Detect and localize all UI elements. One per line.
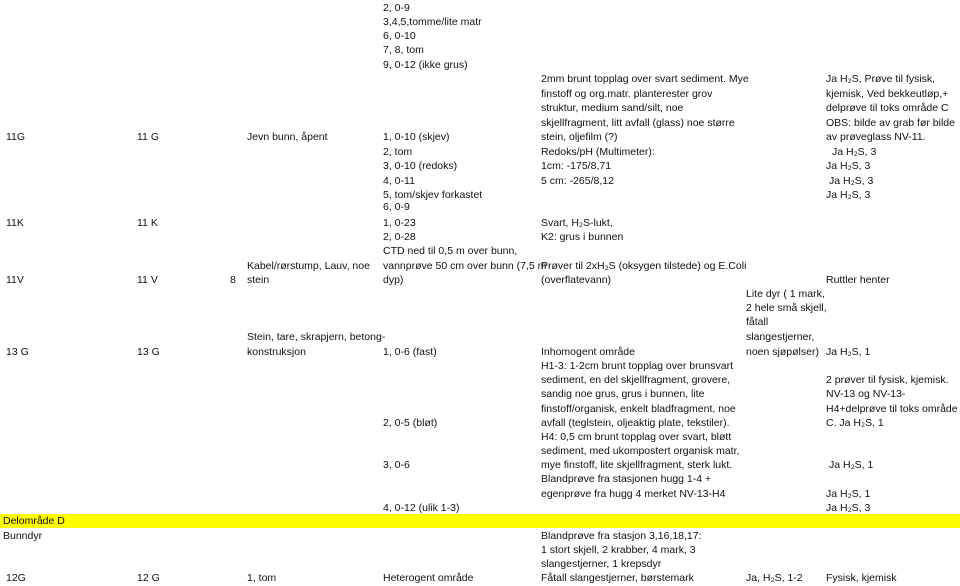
sample-entry: 1, 0-6 (fast) — [383, 346, 437, 358]
remark-entry: Ja H₂S, 1 — [829, 459, 874, 471]
note-entry: Prøver til 2xH₂S (oksygen tilstede) og E.Coli — [541, 260, 747, 272]
note-entry: Blandprøve fra stasjon 3,16,18,17: — [541, 530, 702, 542]
section-label: Bunndyr — [3, 530, 43, 542]
sample-entry: 1, 0-10 (skjev) — [383, 131, 450, 143]
fauna-note: fåtall — [746, 316, 769, 328]
remark-entry: H4+delprøve til toks område — [826, 403, 958, 415]
fauna-note: 2 hele små skjell, — [746, 302, 827, 314]
section-heading: Delområde D — [3, 515, 65, 527]
bottom-description: Kabel/rørstump, Lauv, noe — [247, 260, 370, 272]
note-entry: Blandprøve fra stasjonen hugg 1-4 + — [541, 473, 712, 485]
station-id: 13 G — [6, 346, 29, 358]
bottom-description: stein — [247, 274, 270, 286]
note-11g: skjellfragment, litt avfall (glass) noe større — [541, 117, 735, 129]
sample-entry: 1, 0-23 — [383, 217, 416, 229]
top-sample-line: 2, 0-9 — [383, 2, 410, 14]
note-11g: stein, oljefilm (?) — [541, 131, 618, 143]
station-code: 13 G — [137, 346, 160, 358]
fauna-note: noen sjøpølser) — [746, 346, 819, 358]
note-entry: finstoff/organisk, enkelt bladfragment, noe — [541, 403, 736, 415]
sample-entry: 6, 0-9 — [383, 201, 410, 213]
remark-entry: Ja H₂S, 3 — [826, 160, 871, 172]
h2s-entry: Ja, H₂S, 1-2 — [746, 572, 803, 584]
sample-entry: 1, tom — [247, 572, 277, 584]
remark-entry: C. Ja H₂S, 1 — [826, 417, 884, 429]
sample-entry: CTD ned til 0,5 m over bunn, — [383, 245, 518, 257]
remark-11g: kjemisk, Ved bekkeutløp,+ — [826, 88, 949, 100]
remark-entry: NV-13 og NV-13- — [826, 388, 906, 400]
note-11g: 2mm brunt topplag over svart sediment. Mye — [541, 73, 749, 85]
bottom-description: konstruksjon — [247, 346, 306, 358]
note-entry: H4: 0,5 cm brunt topplag over svart, bløtt — [541, 431, 732, 443]
note-entry: Inhomogent område — [541, 346, 635, 358]
remark-11g: delprøve til toks område C — [826, 102, 949, 114]
bottom-description: Heterogent område — [383, 572, 474, 584]
note-entry: sediment, en del skjellfragment, grovere, — [541, 374, 731, 386]
note-entry: 5 cm: -265/8,12 — [541, 175, 614, 187]
note-11g: struktur, medium sand/silt, noe — [541, 102, 684, 114]
sample-entry: 3, 0-6 — [383, 459, 410, 471]
top-sample-line: 7, 8, tom — [383, 44, 424, 56]
note-entry: slangestjerner, 1 krepsdyr — [541, 558, 662, 570]
sample-entry: 4, 0-11 — [383, 175, 415, 187]
station-id: 11G — [6, 131, 26, 143]
note-entry: egenprøve fra hugg 4 merket NV-13-H4 — [541, 488, 726, 500]
bottom-description: Stein, tare, skrapjern, betong- — [247, 331, 386, 343]
note-entry: Svart, H₂S-lukt, — [541, 217, 613, 229]
note-entry: K2: grus i bunnen — [541, 231, 624, 243]
station-id: 11V — [6, 274, 24, 286]
sample-entry: vannprøve 50 cm over bunn (7,5 m — [383, 260, 547, 272]
note-entry: H1-3: 1-2cm brunt topplag over brunsvart — [541, 360, 734, 372]
remark-11g: OBS: bilde av grab før bilde — [826, 117, 955, 129]
delomrade-highlight — [0, 514, 960, 528]
count-value: 8 — [230, 274, 236, 286]
note-entry: Redoks/pH (Multimeter): — [541, 146, 655, 158]
fauna-note: Lite dyr ( 1 mark, — [746, 288, 825, 300]
remark-entry: Ja H₂S, 3 — [826, 189, 871, 201]
remark-entry: Ja H₂S, 1 — [826, 346, 871, 358]
remark-entry: Ruttler henter — [826, 274, 890, 286]
remark-entry: Ja H₂S, 3 — [826, 502, 871, 514]
station-code: 11 G — [137, 131, 159, 143]
note-entry: sediment, med ukompostert organisk matr, — [541, 445, 740, 457]
sample-entry: 3, 0-10 (redoks) — [383, 160, 458, 172]
remark-entry: Ja H₂S, 3 — [829, 175, 874, 187]
station-code: 12 G — [137, 572, 160, 584]
top-sample-line: 9, 0-12 (ikke grus) — [383, 59, 468, 71]
note-11g: finstoff og org.matr. planterester grov — [541, 88, 713, 100]
sample-entry: 2, 0-5 (bløt) — [383, 417, 438, 429]
sample-entry: 2, 0-28 — [383, 231, 416, 243]
note-entry: (overflatevann) — [541, 274, 612, 286]
note-entry: avfall (teglstein, oljeaktig plate, tekstiler). — [541, 417, 730, 429]
note-entry: Fåtall slangestjerner, børstemark — [541, 572, 694, 584]
remark-11g: Ja H₂S, Prøve til fysisk, — [826, 73, 936, 85]
station-code: 11 K — [137, 217, 158, 229]
remark-11g: av prøveglass NV-11. — [826, 131, 926, 143]
remark-entry: Ja H₂S, 3 — [832, 146, 877, 158]
note-entry: 1 stort skjell, 2 krabber, 4 mark, 3 — [541, 544, 696, 556]
note-entry: sandig noe grus, grus i bunnen, lite — [541, 388, 705, 400]
sample-entry: dyp) — [383, 274, 404, 286]
sample-entry: 5, tom/skjev forkastet — [383, 189, 483, 201]
remark-entry: Fysisk, kjemisk — [826, 572, 897, 584]
remark-entry: Ja H₂S, 1 — [826, 488, 871, 500]
top-sample-line: 6, 0-10 — [383, 30, 416, 42]
station-id: 12G — [6, 572, 26, 584]
top-sample-line: 3,4,5,tomme/lite matr — [383, 16, 482, 28]
fauna-note: slangestjerner, — [746, 331, 815, 343]
station-id: 11K — [6, 217, 24, 229]
remark-entry: 2 prøver til fysisk, kjemisk. — [826, 374, 949, 386]
sample-entry: 2, tom — [383, 146, 413, 158]
note-entry: mye finstoff, lite skjellfragment, sterk lukt. — [541, 459, 733, 471]
sample-entry: 4, 0-12 (ulik 1-3) — [383, 502, 460, 514]
bottom-description: Jevn bunn, åpent — [247, 131, 328, 143]
station-code: 11 V — [137, 274, 158, 286]
note-entry: 1cm: -175/8,71 — [541, 160, 612, 172]
